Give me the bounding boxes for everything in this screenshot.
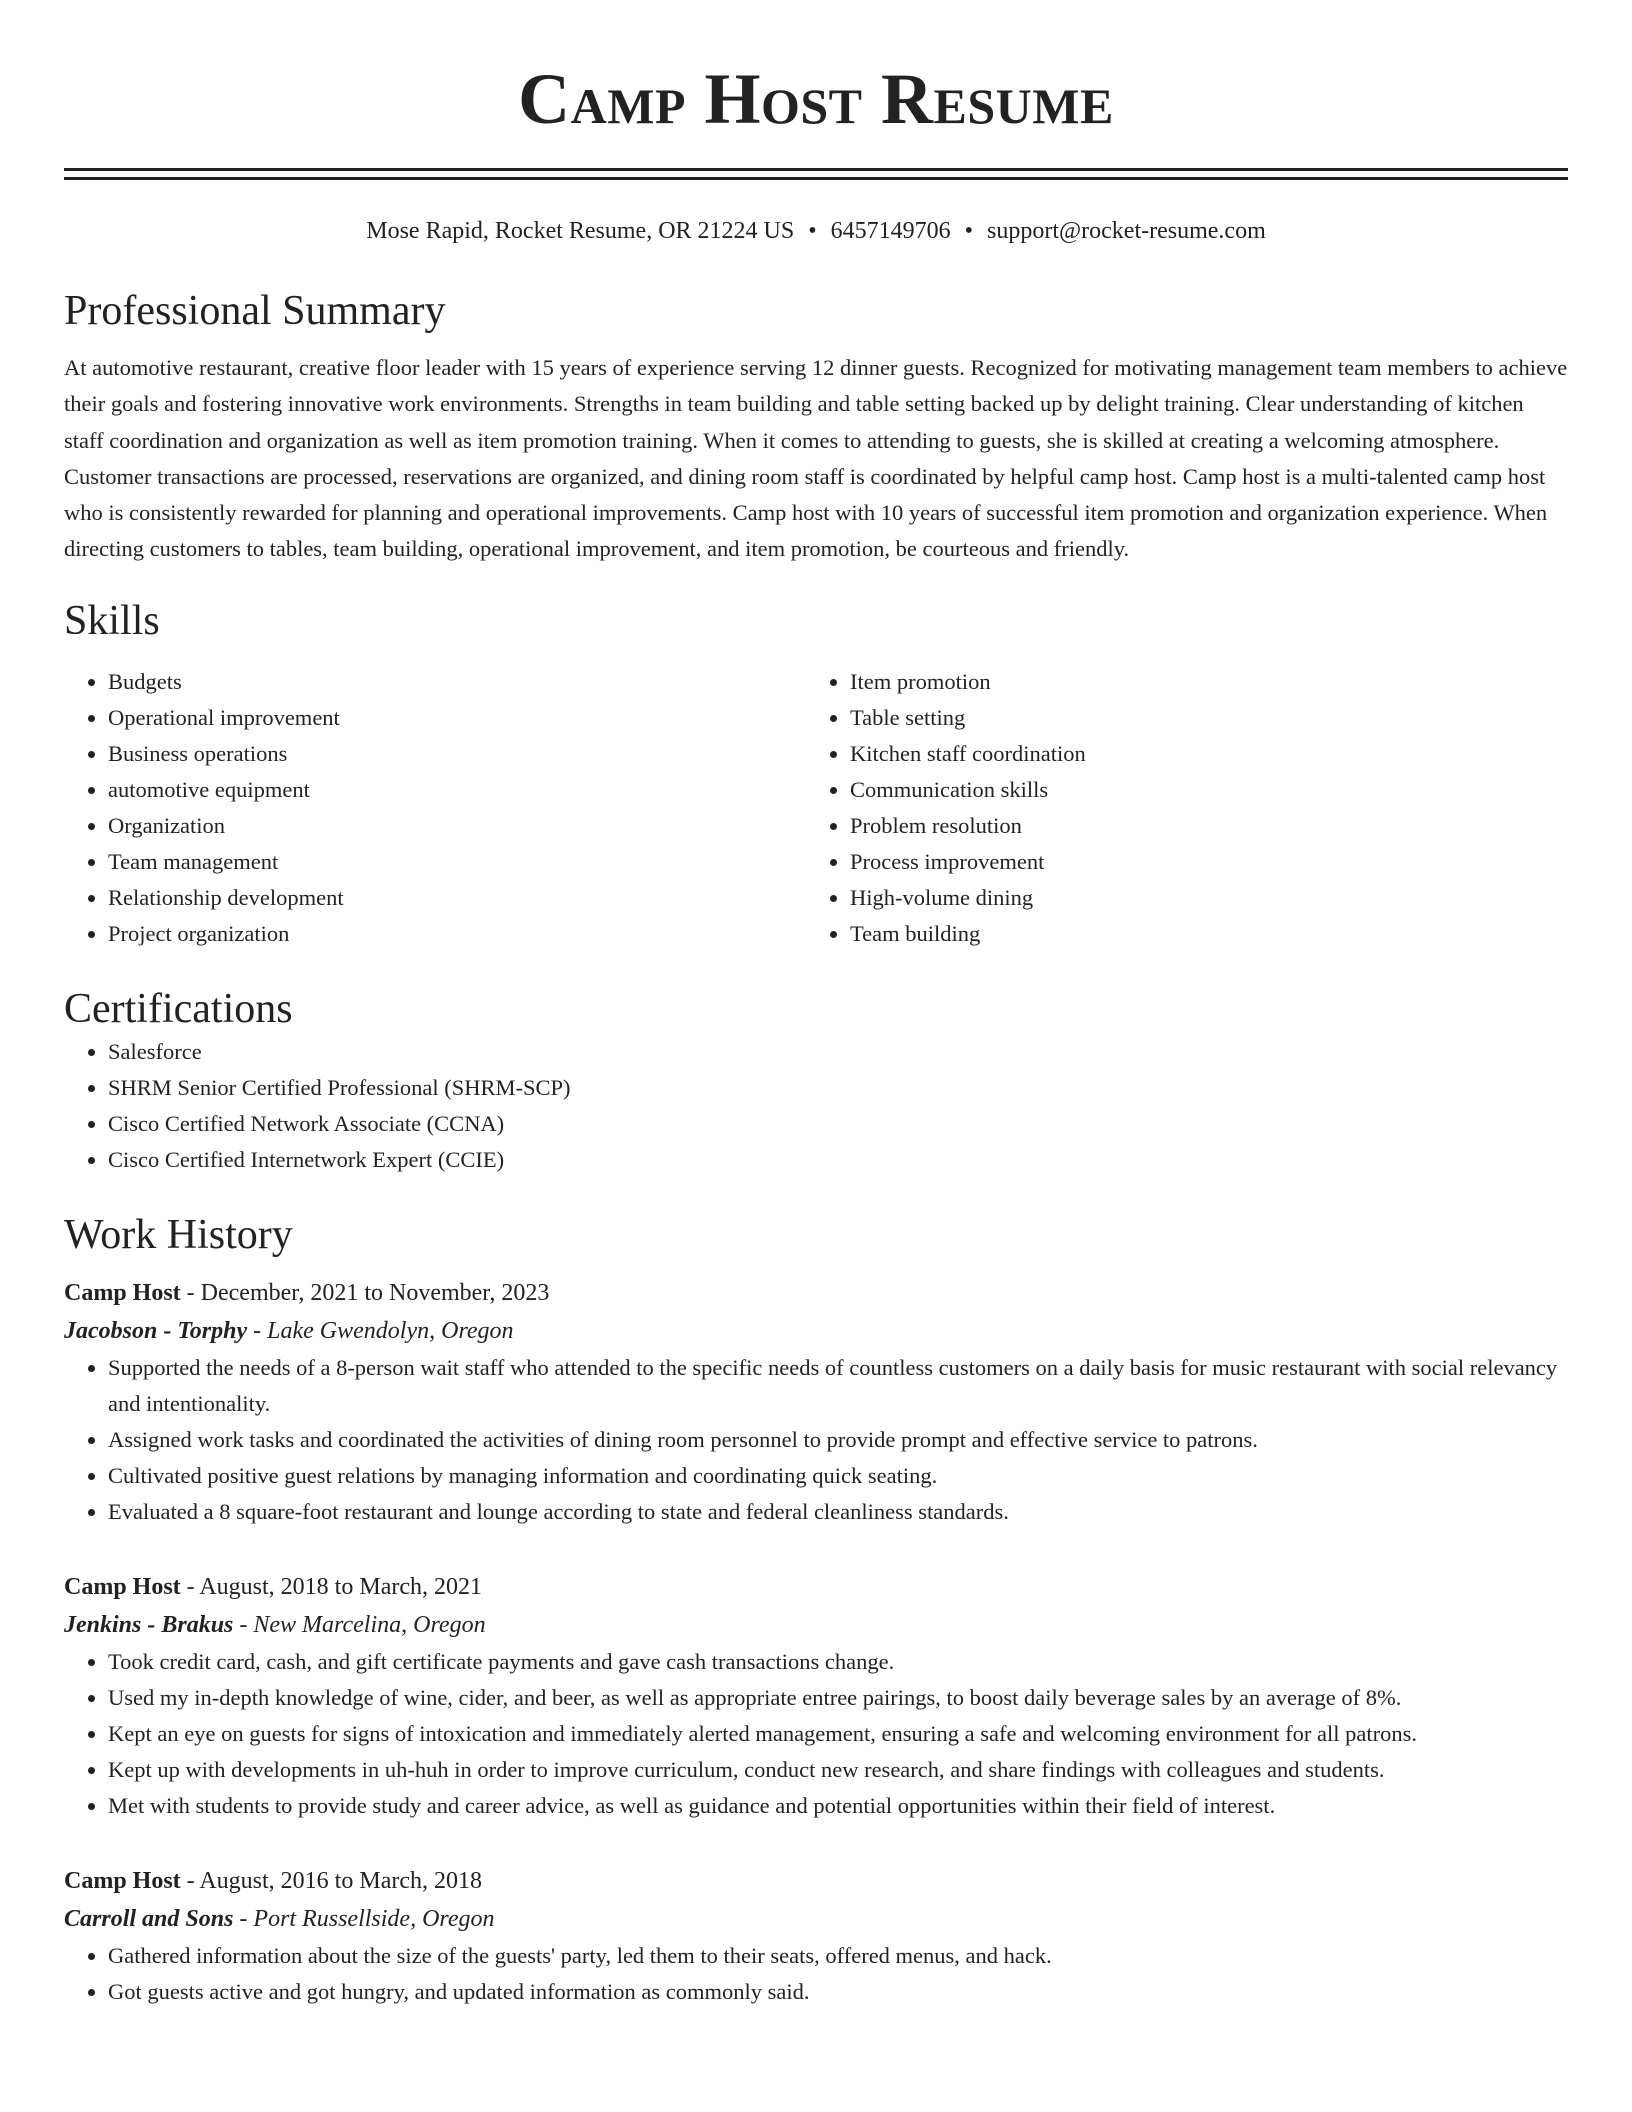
- job-bullet-list: [64, 1350, 1568, 1530]
- skills-list-left: [64, 664, 806, 952]
- job-title: Camp Host: [64, 1573, 181, 1600]
- job-company: Carroll and Sons: [64, 1905, 234, 1932]
- skill-item: • Problem resolution: [850, 808, 1548, 844]
- job-bullet: • Assigned work tasks and coordinated the activities of dining room personnel to provide prompt and effective service to patrons.: [108, 1422, 1568, 1458]
- skill-item: • Process improvement: [850, 844, 1548, 880]
- work-history-heading: Work History: [64, 1211, 293, 1258]
- contact-separator: •: [964, 218, 974, 244]
- job-bullet-list: [64, 1938, 1568, 2010]
- skill-item: • Operational improvement: [108, 700, 806, 736]
- certifications-heading: Certifications: [64, 985, 293, 1032]
- job-bullet: • Gathered information about the size of the guests' party, led them to their seats, offered menus, and hack.: [108, 1938, 1568, 1974]
- job-company-line: Jacobson - Torphy - Lake Gwendolyn, Oregon: [64, 1317, 514, 1344]
- job-bullet: • Kept an eye on guests for signs of intoxication and immediately alerted management, ensuring a safe and welcoming environment for all patrons.: [108, 1716, 1568, 1752]
- certification-item: • Cisco Certified Network Associate (CCNA): [108, 1106, 1568, 1142]
- job-bullet: • Used my in-depth knowledge of wine, cider, and beer, as well as appropriate entree pairings, to boost daily beverage sales by an average of 8%.: [108, 1680, 1568, 1716]
- job-title-line: Camp Host - August, 2018 to March, 2021: [64, 1573, 482, 1600]
- skill-item: • High-volume dining: [850, 880, 1548, 916]
- job-bullet: • Evaluated a 8 square-foot restaurant and lounge according to state and federal cleanliness standards.: [108, 1494, 1568, 1530]
- job-title-line: Camp Host - August, 2016 to March, 2018: [64, 1867, 482, 1894]
- job-location: New Marcelina, Oregon: [253, 1611, 486, 1638]
- job-location: Lake Gwendolyn, Oregon: [267, 1317, 514, 1344]
- job-bullet-list: [64, 1644, 1568, 1824]
- skills-columns: [64, 664, 1568, 952]
- job-bullet: • Cultivated positive guest relations by managing information and coordinating quick seating.: [108, 1458, 1568, 1494]
- job-entry: [64, 1568, 1568, 1824]
- job-bullet: • Took credit card, cash, and gift certificate payments and gave cash transactions change.: [108, 1644, 1568, 1680]
- page-title: Camp Host Resume: [518, 59, 1114, 139]
- job-bullet: • Kept up with developments in uh-huh in order to improve curriculum, conduct new research, and share findings with colleagues and students.: [108, 1752, 1568, 1788]
- contact-line: [64, 216, 1568, 246]
- certifications-list: [64, 1034, 1568, 1178]
- contact-address: Mose Rapid, Rocket Resume, OR 21224 US: [366, 218, 795, 244]
- contact-email: support@rocket-resume.com: [987, 218, 1266, 244]
- skill-item: • Team building: [850, 916, 1548, 952]
- job-title: Camp Host: [64, 1279, 181, 1306]
- resume-page: [64, 0, 1568, 2010]
- contact-separator: •: [808, 218, 817, 244]
- skill-item: • Team management: [108, 844, 806, 880]
- job-entry: [64, 1862, 1568, 2010]
- job-title: Camp Host: [64, 1867, 181, 1894]
- skill-item: • Item promotion: [850, 664, 1548, 700]
- skills-list-right: [806, 664, 1548, 952]
- skill-item: • automotive equipment: [108, 772, 806, 808]
- certification-item: • SHRM Senior Certified Professional (SHRM-SCP): [108, 1070, 1568, 1106]
- skill-item: • Budgets: [108, 664, 806, 700]
- contact-phone: 6457149706: [830, 218, 951, 244]
- certification-item: • Cisco Certified Internetwork Expert (CCIE): [108, 1142, 1568, 1178]
- job-company: Jacobson - Torphy: [64, 1317, 248, 1344]
- skill-item: • Communication skills: [850, 772, 1548, 808]
- job-company-line: Jenkins - Brakus - New Marcelina, Oregon: [64, 1611, 486, 1638]
- skill-item: • Project organization: [108, 916, 806, 952]
- summary-heading: Professional Summary: [64, 288, 446, 334]
- job-bullet: • Met with students to provide study and career advice, as well as guidance and potential opportunities within their field of interest.: [108, 1788, 1568, 1824]
- job-dates: August, 2018 to March, 2021: [199, 1573, 482, 1600]
- job-bullet: • Got guests active and got hungry, and updated information as commonly said.: [108, 1974, 1568, 2010]
- certification-item: • Salesforce: [108, 1034, 1568, 1070]
- skill-item: • Table setting: [850, 700, 1548, 736]
- job-company-line: Carroll and Sons - Port Russellside, Oregon: [64, 1905, 495, 1932]
- job-dates: August, 2016 to March, 2018: [199, 1867, 482, 1894]
- job-title-line: Camp Host - December, 2021 to November, 2023: [64, 1279, 550, 1306]
- skills-heading: Skills: [64, 597, 160, 644]
- title-double-rule: [64, 168, 1568, 180]
- job-company: Jenkins - Brakus: [64, 1611, 234, 1638]
- skill-item: • Organization: [108, 808, 806, 844]
- job-dates: December, 2021 to November, 2023: [200, 1279, 550, 1306]
- skill-item: • Kitchen staff coordination: [850, 736, 1548, 772]
- job-location: Port Russellside, Oregon: [253, 1905, 495, 1932]
- skill-item: • Relationship development: [108, 880, 806, 916]
- job-entry: [64, 1274, 1568, 1530]
- summary-text: At automotive restaurant, creative floor leader with 15 years of experience serving 12 dinner guests. Recognized for motivating management team members to achieve their goals and fostering innovative work environments. Strengths in team building and table setting backed up by delight training. Clear understanding of kitchen staff coordination and organization as well as item promotion training. When it comes to attending to guests, she is skilled at creating a welcoming atmosphere. Customer transactions are processed, reservations are organized, and dining room staff is coordinated by helpful camp host. Camp host is a multi-talented camp host who is consistently rewarded for planning and operational improvements. Camp host with 10 years of successful item promotion and organization experience. When directing customers to tables, team building, operational improvement, and item promotion, be courteous and friendly.: [64, 355, 1568, 562]
- job-bullet: • Supported the needs of a 8-person wait staff who attended to the specific needs of countless customers on a daily basis for music restaurant with social relevancy and intentionality.: [108, 1350, 1568, 1422]
- skill-item: • Business operations: [108, 736, 806, 772]
